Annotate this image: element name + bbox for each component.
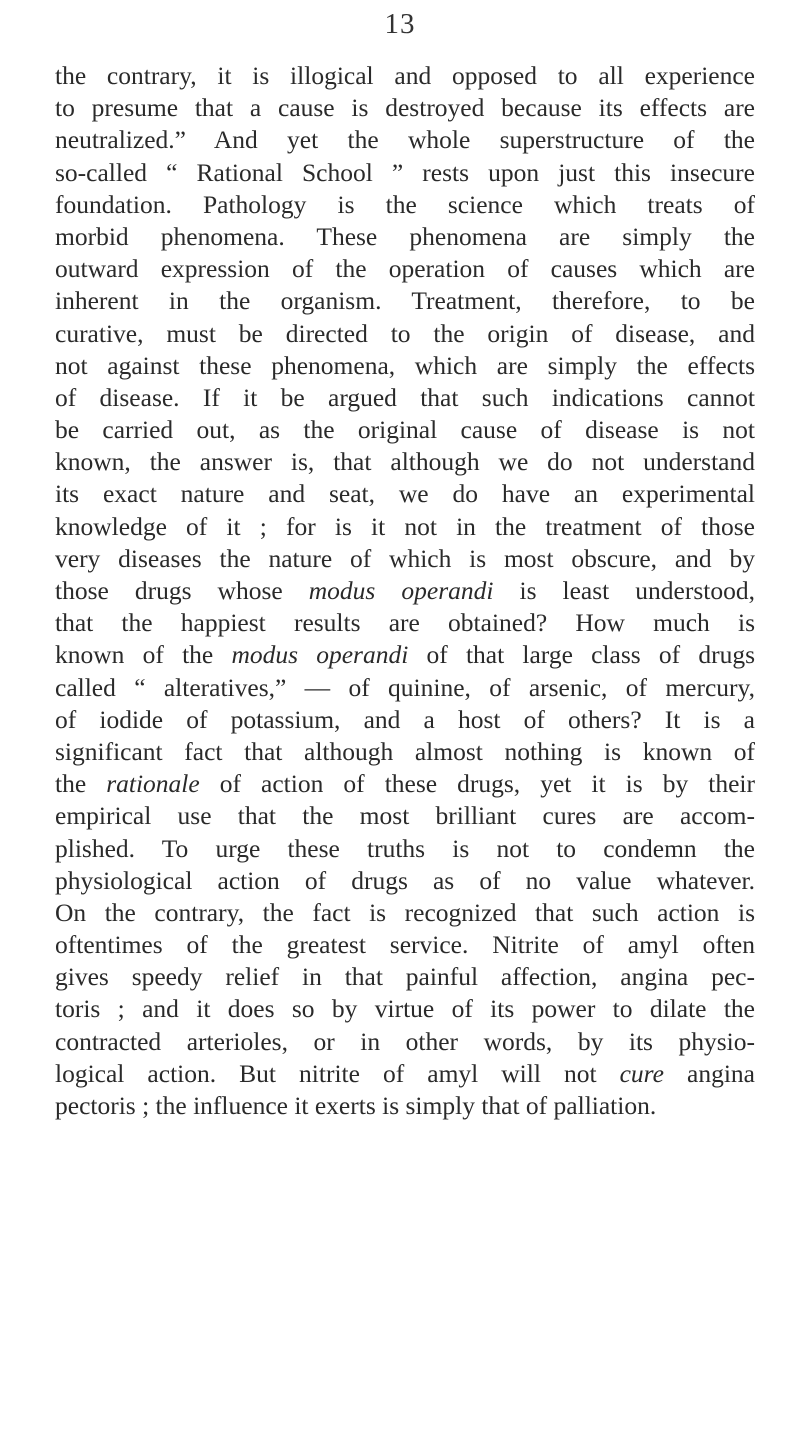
text-segment: of that large class of drugs <box>408 640 755 670</box>
text-line: contracted arterioles, or in other words, by its physio- <box>55 1026 755 1056</box>
italic-phrase: rationale <box>106 769 200 799</box>
text-line: pectoris ; the influence it exerts is simply that of palliation. <box>55 1091 657 1120</box>
text-line: to presume that a cause is destroyed because its effects are <box>55 93 755 123</box>
text-line: knowledge of it ; for is it not in the treatment of those <box>55 511 755 541</box>
text-line: gives speedy relief in that painful affection, angina pec- <box>55 962 755 992</box>
text-line: toris ; and it does so by virtue of its power to dilate the <box>55 994 755 1024</box>
page-number: 13 <box>384 8 416 40</box>
text-line: empirical use that the most brilliant cures are accom- <box>55 801 755 831</box>
text-line: called “ alteratives,” — of quinine, of arsenic, of mercury, <box>55 672 755 702</box>
text-line: its exact nature and seat, we do have an experimental <box>55 479 755 509</box>
text-line: known, the answer is, that although we do not understand <box>55 447 755 477</box>
text-line: very diseases the nature of which is most obscure, and by <box>55 543 755 573</box>
text-segment: angina <box>663 1058 755 1088</box>
text-line: so-called “ Rational School ” rests upon just this insecure <box>55 157 755 187</box>
text-line: of disease. If it be argued that such indications cannot <box>55 382 755 412</box>
text-segment: known of the <box>55 640 232 670</box>
text-line: plished. To urge these truths is not to condemn the <box>55 833 755 863</box>
italic-phrase: cure <box>619 1058 664 1088</box>
text-line <box>55 768 755 800</box>
text-line: oftentimes of the greatest service. Nitrite of amyl often <box>55 930 755 960</box>
text-segment: logical action. But nitrite of amyl will not <box>55 1058 620 1088</box>
text-line: of iodide of potassium, and a host of others? It is a <box>55 704 755 734</box>
text-line: the contrary, it is illogical and opposed to all experience <box>55 61 755 90</box>
text-line: physiological action of drugs as of no value whatever. <box>55 865 755 895</box>
text-line: neutralized.” And yet the whole superstructure of the <box>55 125 755 155</box>
text-line <box>55 575 755 607</box>
text-line: significant fact that although almost nothing is known of <box>55 736 755 766</box>
text-line: inherent in the organism. Treatment, therefore, to be <box>55 286 755 316</box>
text-line: outward expression of the operation of causes which are <box>55 254 755 284</box>
text-line: not against these phenomena, which are simply the effects <box>55 350 755 380</box>
text-line <box>55 639 755 671</box>
text-line: On the contrary, the fact is recognized that such action is <box>55 897 755 927</box>
text-line: curative, must be directed to the origin of disease, and <box>55 318 755 348</box>
body-text <box>55 60 755 1122</box>
text-segment: the <box>55 769 107 799</box>
text-line: be carried out, as the original cause of disease is not <box>55 415 755 445</box>
text-segment: those drugs whose <box>55 576 309 605</box>
italic-phrase: modus operandi <box>308 576 494 605</box>
text-line: that the happiest results are obtained? How much is <box>55 608 755 638</box>
text-segment: is least understood, <box>493 576 755 605</box>
text-line: morbid phenomena. These phenomena are simply the <box>55 221 755 251</box>
text-line: foundation. Pathology is the science which treats of <box>55 189 755 219</box>
text-line <box>55 1058 755 1090</box>
text-segment: of action of these drugs, yet it is by their <box>199 769 755 799</box>
italic-phrase: modus operandi <box>231 640 409 670</box>
